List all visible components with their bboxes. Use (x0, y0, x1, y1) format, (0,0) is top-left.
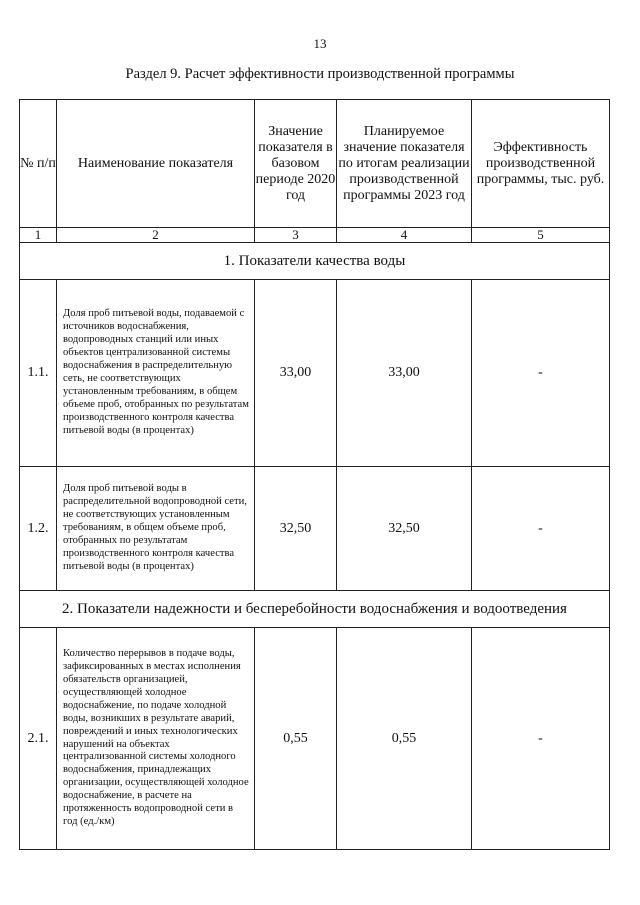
indicator-name: Количество перерывов в подаче воды, зафиксированных в местах исполнения обязательств организацией, осуществляющей холодное водоснабжение, по подаче холодной воды, возникших в результате аварий, повреждений и иных технологических нарушений на объектах централизованной системы холодного водоснабжения, принадлежащих организации, осуществляющей холодное водоснабжение, в расчете на протяженность водопроводной сети в год (ед./км) (57, 628, 255, 850)
base-value: 33,00 (255, 280, 337, 467)
section-heading: 2. Показатели надежности и бесперебойности водоснабжения и водоотведения (20, 591, 610, 628)
col-header-number: № п/п (20, 100, 57, 228)
row-index: 1.1. (20, 280, 57, 467)
row-index: 1.2. (20, 467, 57, 591)
effect-value: - (472, 467, 610, 591)
col-number: 5 (472, 228, 610, 243)
row-index: 2.1. (20, 628, 57, 850)
planned-value: 0,55 (337, 628, 472, 850)
section-heading: 1. Показатели качества воды (20, 243, 610, 280)
section-row (20, 243, 610, 280)
indicator-name: Доля проб питьевой воды в распределительной водопроводной сети, не соответствующих установленным требованиям, в общем объеме проб, отобранных по результатам производственного контроля качества питьевой воды (в процентах) (57, 467, 255, 591)
col-header-planned: Планируемое значение показателя по итогам реализации производственной программы 2023 год (337, 100, 472, 228)
col-header-base: Значение показателя в базовом периоде 2020 год (255, 100, 337, 228)
col-header-effect: Эффективность производственной программы, тыс. руб. (472, 100, 610, 228)
section-title: Раздел 9. Расчет эффективности производственной программы (125, 66, 515, 82)
planned-value: 33,00 (337, 280, 472, 467)
effect-value: - (472, 280, 610, 467)
header-row (20, 100, 610, 228)
table-row (20, 280, 610, 467)
col-header-name: Наименование показателя (57, 100, 255, 228)
effect-value: - (472, 628, 610, 850)
page-number: 13 (313, 36, 327, 51)
col-number: 1 (20, 228, 57, 243)
planned-value: 32,50 (337, 467, 472, 591)
indicator-name: Доля проб питьевой воды, подаваемой с источников водоснабжения, водопроводных станций или иных объектов централизованной системы водоснабжения в распределительную сеть, не соответствующих установленным требованиям, в общем объеме проб, отобранных по результатам производственного контроля качества питьевой воды (в процентах) (57, 280, 255, 467)
table-row (20, 467, 610, 591)
efficiency-table (19, 99, 610, 850)
col-number: 4 (337, 228, 472, 243)
base-value: 32,50 (255, 467, 337, 591)
section-row (20, 591, 610, 628)
col-number: 3 (255, 228, 337, 243)
table-row (20, 628, 610, 850)
base-value: 0,55 (255, 628, 337, 850)
column-number-row (20, 228, 610, 243)
col-number: 2 (57, 228, 255, 243)
